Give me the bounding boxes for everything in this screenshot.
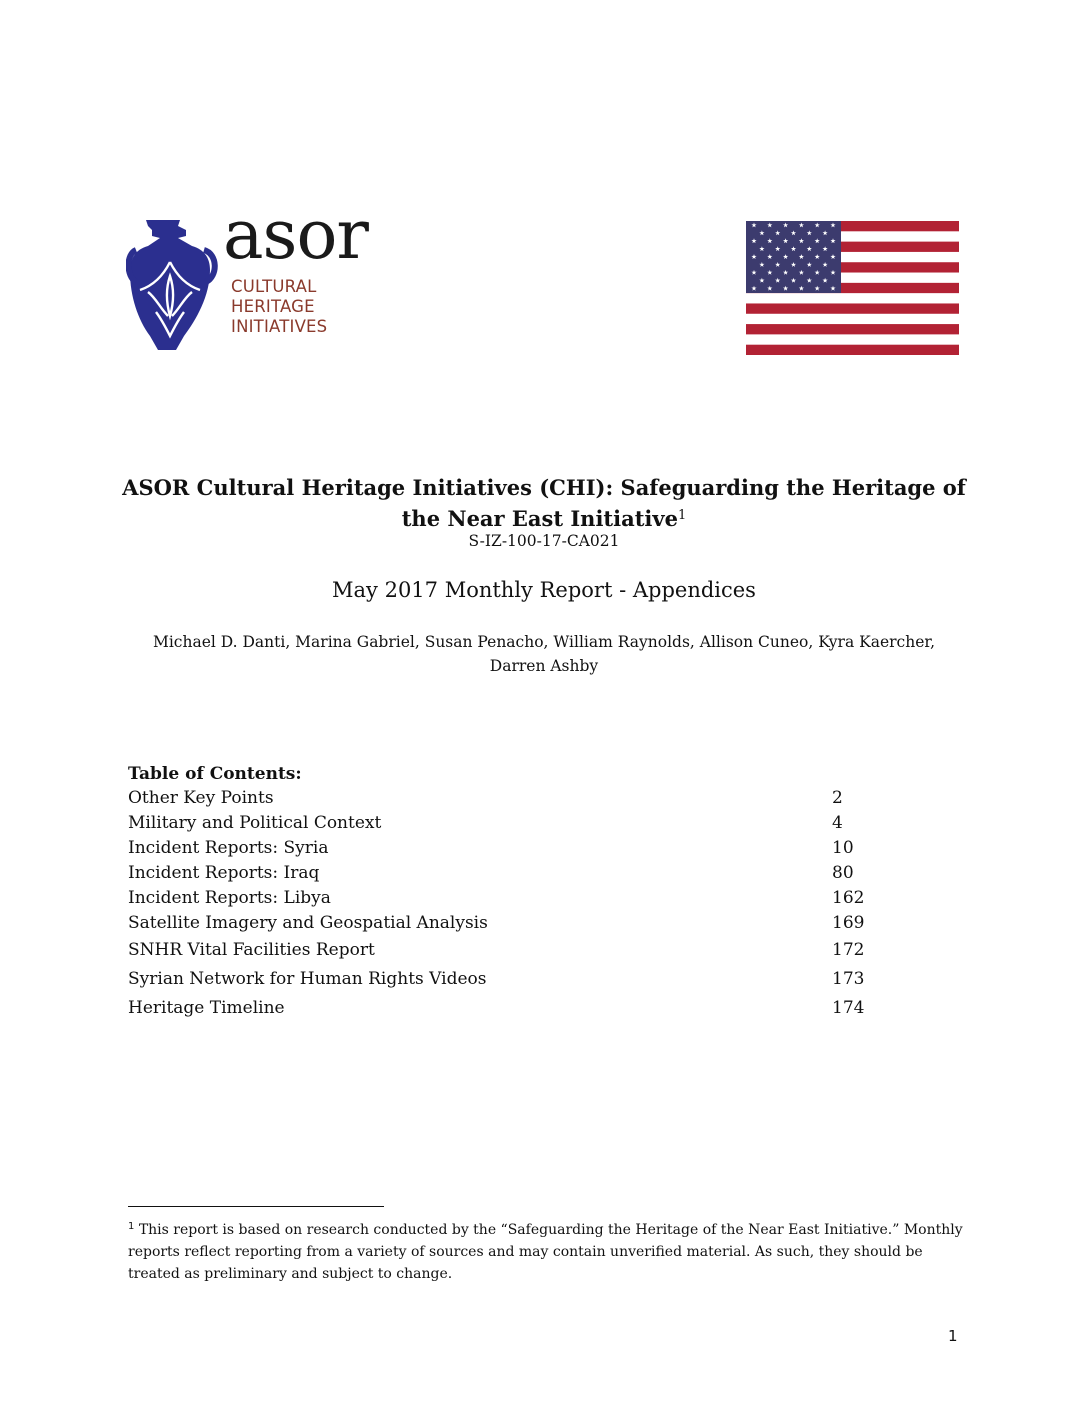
report-title: May 2017 Monthly Report - Appendices [332, 578, 756, 602]
toc-entry-page: 4 [832, 813, 843, 833]
toc-entry[interactable] [128, 786, 888, 811]
amphora-logo-icon [126, 216, 226, 354]
footnote-text: This report is based on research conducted by the “Safeguarding the Heritage of the Near East Initiative.” Monthly reports reflect reporting from a variety of sources and may contain unverified material. As such, they should be treated as preliminary and subject to change. [128, 1222, 963, 1282]
toc-entry-page: 172 [832, 940, 865, 960]
toc-entry-label: SNHR Vital Facilities Report [128, 940, 375, 960]
toc-entry[interactable] [128, 836, 888, 861]
table-of-contents [128, 786, 888, 1023]
toc-heading: Table of Contents: [128, 764, 302, 784]
footnote [128, 1216, 964, 1285]
toc-entry[interactable] [128, 994, 888, 1023]
document-title-line-1: ASOR Cultural Heritage Initiatives (CHI): Safeguarding the Heritage of [122, 475, 966, 500]
footnote-mark: 1 [128, 1221, 135, 1232]
authors-line-2: Darren Ashby [489, 657, 599, 675]
authors-line-1: Michael D. Danti, Marina Gabriel, Susan Penacho, William Raynolds, Allison Cuneo, Kyra Kaercher, [152, 633, 936, 651]
toc-entry-label: Other Key Points [128, 788, 274, 808]
authors [120, 630, 968, 678]
logo-subtitle-line-1: CULTURAL [231, 277, 317, 296]
toc-entry[interactable] [128, 861, 888, 886]
toc-entry-label: Incident Reports: Syria [128, 838, 329, 858]
title-footnote-mark: 1 [677, 508, 687, 523]
grant-number: S-IZ-100-17-CA021 [468, 532, 620, 550]
logo-subtitle-line-2: HERITAGE [231, 297, 315, 316]
toc-entry-label: Satellite Imagery and Geospatial Analysis [128, 913, 488, 933]
toc-entry[interactable] [128, 811, 888, 836]
toc-entry-label: Syrian Network for Human Rights Videos [128, 969, 487, 989]
toc-entry-page: 10 [832, 838, 854, 858]
page-number: 1 [948, 1327, 958, 1345]
toc-entry-page: 162 [832, 888, 865, 908]
toc-entry[interactable] [128, 936, 888, 965]
document-title-line-2: the Near East Initiative$^1$ [401, 506, 687, 531]
toc-entry-label: Heritage Timeline [128, 998, 285, 1018]
toc-entry-label: Incident Reports: Libya [128, 888, 331, 908]
toc-entry[interactable] [128, 965, 888, 994]
logo-wordmark: asor [223, 196, 368, 275]
toc-entry-page: 173 [832, 969, 865, 989]
toc-entry[interactable] [128, 886, 888, 911]
footnote-separator [128, 1206, 384, 1207]
toc-entry-page: 80 [832, 863, 854, 883]
toc-entry-label: Incident Reports: Iraq [128, 863, 320, 883]
toc-entry-label: Military and Political Context [128, 813, 382, 833]
logo-subtitle-line-3: INITIATIVES [231, 317, 328, 336]
flag-usa-icon [746, 221, 959, 355]
toc-entry[interactable] [128, 911, 888, 936]
toc-entry-page: 2 [832, 788, 843, 808]
toc-entry-page: 174 [832, 998, 865, 1018]
asor-chi-logo [126, 196, 396, 354]
toc-entry-page: 169 [832, 913, 865, 933]
